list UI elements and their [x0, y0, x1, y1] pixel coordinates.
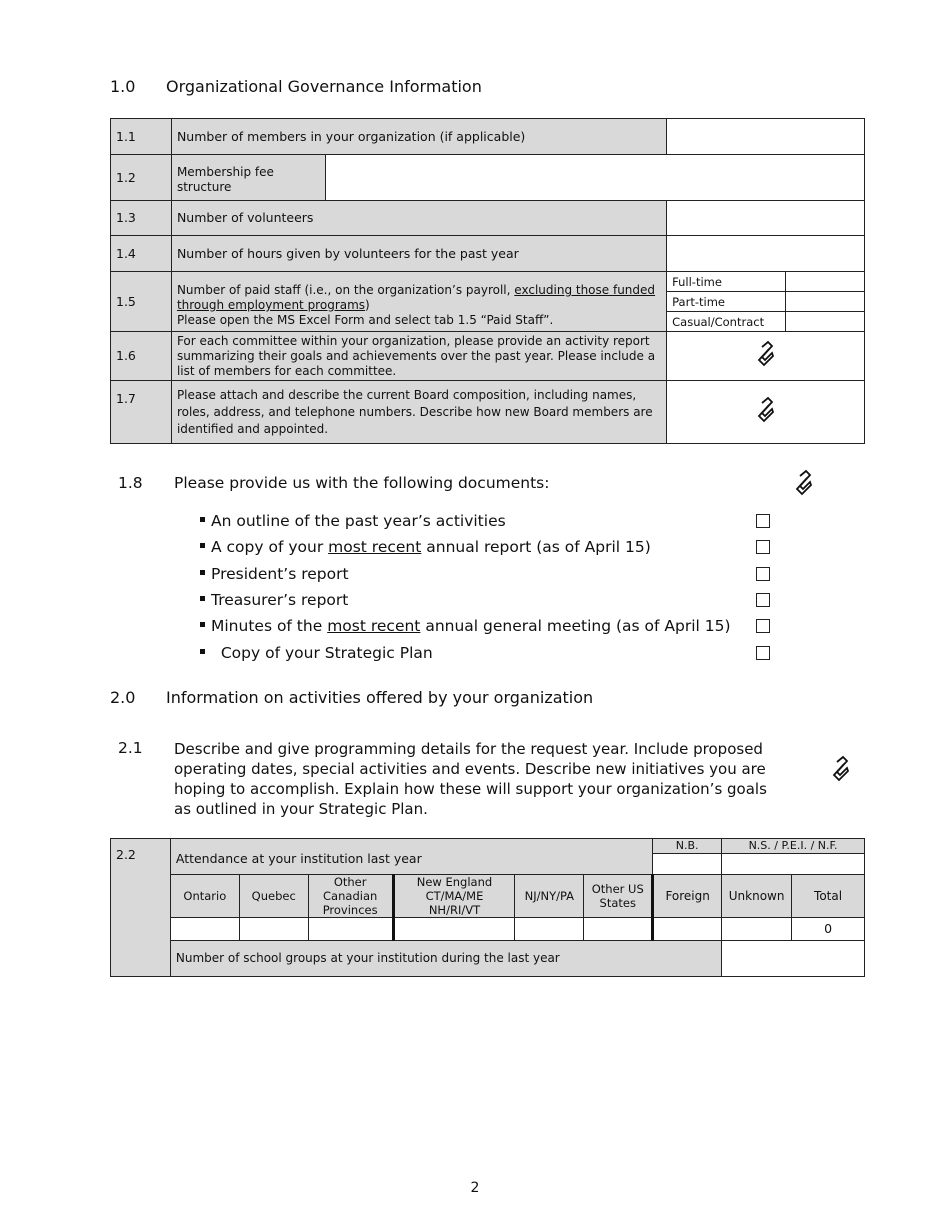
- bullet-icon: [200, 570, 205, 575]
- unknown-input[interactable]: [722, 918, 792, 941]
- volunteers-input[interactable]: [667, 201, 865, 236]
- paperclip-icon: [757, 396, 775, 424]
- other-canadian-input[interactable]: [308, 918, 393, 941]
- staff-type-label: Full-time: [667, 272, 786, 292]
- col-header: Quebec: [239, 875, 308, 918]
- fulltime-input[interactable]: [786, 272, 865, 292]
- bullet-icon: [200, 543, 205, 548]
- group-nb: N.B.: [653, 839, 722, 854]
- bullet-icon: [200, 649, 205, 654]
- doc-text-underlined: most recent: [328, 538, 422, 556]
- members-input[interactable]: [667, 119, 865, 155]
- row-label: Number of members in your organization (if applicable): [171, 119, 666, 155]
- casual-input[interactable]: [786, 312, 865, 332]
- doc-text: President’s report: [211, 565, 349, 583]
- col-header: Other US States: [584, 875, 653, 918]
- page-number: 2: [470, 1180, 480, 1196]
- attendance-label: Attendance at your institution last year: [170, 839, 652, 875]
- staff-label-a: Number of paid staff (i.e., on the organization’s payroll,: [176, 283, 515, 297]
- col-header: Ontario: [170, 875, 239, 918]
- nj-ny-pa-input[interactable]: [515, 918, 584, 941]
- doc-text: Copy of your Strategic Plan: [211, 644, 433, 662]
- attachment-cell[interactable]: [667, 381, 865, 444]
- row-number: 1.6: [111, 332, 172, 381]
- staff-type-label: Casual/Contract: [667, 312, 786, 332]
- doc-text: annual general meeting (as of April 15): [420, 617, 731, 635]
- volunteer-hours-input[interactable]: [667, 236, 865, 272]
- staff-label-b: ): [365, 298, 370, 312]
- nb-input[interactable]: [653, 854, 722, 875]
- col-header: Total: [792, 875, 865, 918]
- doc-item: [200, 538, 651, 556]
- row-label: For each committee within your organization, please provide an activity report summarizing their goals and achievements over the past year. Please include a list of members for each committee.: [171, 332, 666, 381]
- row-label: Number of volunteers: [171, 201, 666, 236]
- ontario-input[interactable]: [170, 918, 239, 941]
- doc-text: A copy of your: [211, 538, 329, 556]
- doc-text-underlined: most recent: [327, 617, 421, 635]
- governance-table: [110, 118, 865, 444]
- row-label: [171, 155, 325, 201]
- col-header: Foreign: [653, 875, 722, 918]
- row-number: 1.4: [111, 236, 172, 272]
- school-groups-input[interactable]: [722, 941, 865, 977]
- staff-label-c: Please open the MS Excel Form and select tab 1.5 “Paid Staff”.: [176, 313, 554, 327]
- staff-label-underlined: excluding those funded through employment programs: [176, 283, 656, 312]
- other-us-input[interactable]: [584, 918, 653, 941]
- doc-text: Minutes of the: [211, 617, 328, 635]
- section-number: 1.0: [110, 77, 136, 96]
- doc-checkbox[interactable]: [756, 646, 770, 660]
- docs-number: 1.8: [118, 474, 143, 492]
- bullet-icon: [200, 622, 205, 627]
- row-number: 1.2: [111, 155, 172, 201]
- fee-structure-input[interactable]: [325, 155, 864, 201]
- col-header: NJ/NY/PA: [515, 875, 584, 918]
- row-number: 1.1: [111, 119, 172, 155]
- staff-type-label: Part-time: [667, 292, 786, 312]
- total-value: 0: [792, 918, 865, 941]
- col-header: New England CT/MA/ME NH/RI/VT: [393, 875, 515, 918]
- school-groups-label: Number of school groups at your institution during the last year: [170, 941, 721, 977]
- attendance-table: [110, 838, 865, 977]
- attachment-cell[interactable]: [667, 332, 865, 381]
- col-header: Other Canadian Provinces: [308, 875, 393, 918]
- doc-checkbox[interactable]: [756, 514, 770, 528]
- doc-checkbox[interactable]: [756, 540, 770, 554]
- ns-input[interactable]: [722, 854, 865, 875]
- doc-text: An outline of the past year’s activities: [211, 512, 506, 530]
- row-label: [171, 272, 666, 332]
- doc-item: [200, 591, 348, 609]
- quebec-input[interactable]: [239, 918, 308, 941]
- doc-text: annual report (as of April 15): [421, 538, 651, 556]
- doc-text: Treasurer’s report: [211, 591, 349, 609]
- row-number: 1.3: [111, 201, 172, 236]
- doc-item: [200, 617, 731, 635]
- group-ns: N.S. / P.E.I. / N.F.: [722, 839, 865, 854]
- parttime-input[interactable]: [786, 292, 865, 312]
- doc-item: [200, 565, 349, 583]
- new-england-input[interactable]: [393, 918, 515, 941]
- row-number: 1.7: [111, 381, 172, 444]
- question-number: 2.1: [118, 739, 143, 757]
- paperclip-icon: [795, 469, 813, 497]
- fee-label-text: Membership fee structure: [176, 165, 274, 194]
- col-header: Unknown: [722, 875, 792, 918]
- bullet-icon: [200, 517, 205, 522]
- paperclip-icon: [832, 755, 850, 783]
- foreign-input[interactable]: [653, 918, 722, 941]
- section-title: Organizational Governance Information: [166, 77, 482, 96]
- doc-checkbox[interactable]: [756, 619, 770, 633]
- doc-item: [200, 644, 433, 662]
- section-title: Information on activities offered by your organization: [166, 688, 594, 707]
- question-text: Describe and give programming details for the request year. Include proposed operating dates, special activities and events. Describe new initiatives you are hoping to accomplish. Explain how these will support your organization’s goals as outlined in your Strategic Plan.: [174, 740, 767, 818]
- doc-checkbox[interactable]: [756, 593, 770, 607]
- question-number: 2.2: [111, 839, 171, 977]
- doc-checkbox[interactable]: [756, 567, 770, 581]
- section-number: 2.0: [110, 688, 136, 707]
- doc-item: [200, 512, 506, 530]
- row-number: 1.5: [111, 272, 172, 332]
- paperclip-icon: [757, 340, 775, 368]
- bullet-icon: [200, 596, 205, 601]
- docs-title: Please provide us with the following documents:: [174, 474, 550, 492]
- row-label: Please attach and describe the current Board composition, including names, roles, address, and telephone numbers. Describe how new Board members are identified and appointed.: [171, 381, 666, 444]
- row-label: Number of hours given by volunteers for the past year: [171, 236, 666, 272]
